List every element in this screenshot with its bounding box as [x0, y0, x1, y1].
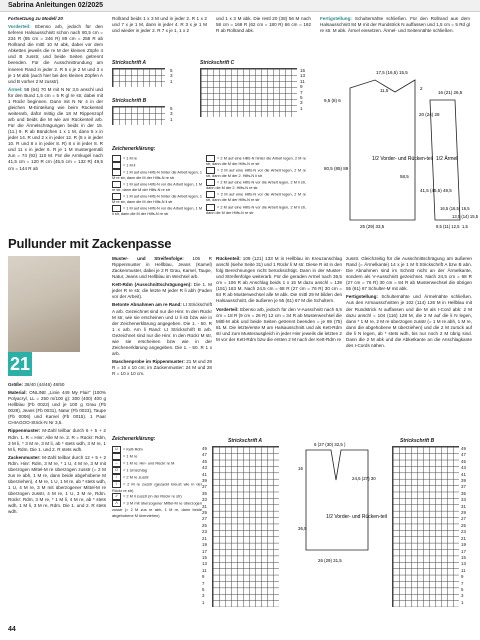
chart-row-number: 11 [202, 567, 207, 573]
chart-b2-grid [392, 446, 459, 607]
continuation-title: Fortsetzung zu Modell 20 [8, 16, 63, 21]
schema-half: 1/2 Vorder- und Rücken-teil [372, 156, 433, 162]
legend-bottom: U = Kett-Rdm = 1 M re – = 1 M re: Hin- und Rückr re M O = 1 Umschlag / = 2 M re zusstr \ = 2 M re zusstr (gezackt kreuzt wie in der Rückr re str) // = 2 M li zusstr (in der Rückr re str) Λ = 3 M mit überzogener Mittel-M re überzogen zusstr (= 2 M zus re abh, 1 M re, dann beide abgehobene M überziehen) [112, 446, 202, 518]
chart-row-number: 39 [461, 478, 466, 484]
chart-b-rows: 5 3 1 [170, 106, 173, 122]
schema-total-h: 80,5 (85) 89 [324, 166, 349, 171]
chart-row-number: 9 [202, 574, 205, 580]
chart-row-number: 45 [461, 458, 466, 464]
chart-a-grid [112, 68, 165, 87]
chart-c-rows: 15 13 11 9 7 5 3 1 [300, 68, 306, 111]
chart-row-number: 11 [461, 567, 466, 573]
chart-b2-rows [461, 446, 466, 606]
chart-row-number: 27 [461, 516, 466, 522]
chart-row-number: 25 [202, 522, 207, 528]
chart-row-number: 21 [461, 535, 466, 541]
legend-top-left: = 1 M re = 1 M li = 1 M auf eine Hilfs-N hinter die Arbeit legen, 1 M re str, dann die M der Hilfs-N re str = 1 M auf eine Hilfs-N vor die Arbeit legen, 1 M re str, dann die M der Hilfs-N re str = 1 M auf eine Hilfs-N hinter die Arbeit legen, 1 M re str, dann die M der Hilfs-N li str = 1 M auf eine Hilfs-N vor die Arbeit legen, 1 M li str, dann die M der Hilfs-N re str [112, 156, 202, 217]
schema-sleeve-len: 41,5 (45,5) 49,5 [420, 188, 452, 193]
chart-row-number: 35 [461, 490, 466, 496]
chart-row-number: 7 [461, 580, 464, 586]
schema2-side-top: 16 [298, 466, 303, 471]
chart-row-number: 13 [202, 561, 207, 567]
chart-row-number: 47 [461, 452, 466, 458]
body-outline-2 [306, 450, 368, 550]
schema2-half: 1/2 Vorder- und Rücken-teil [326, 514, 387, 520]
chart-row-number: 1 [202, 599, 205, 605]
chart-b-title: Strickschrift B [112, 98, 147, 104]
chart-row-number: 37 [461, 484, 466, 490]
chart-row-number: 47 [202, 452, 207, 458]
model-photo [8, 256, 80, 352]
chart-c-title: Strickschrift C [200, 60, 235, 66]
schema-sleeve-bottom: 9,5 (11) 12,5 [436, 224, 460, 229]
chart-row-number: 33 [461, 497, 466, 503]
chart-row-number: 29 [461, 510, 466, 516]
chart-row-number: 43 [202, 465, 207, 471]
schema-sleeve-cuff: 13,5 (14) 15,5 [452, 214, 479, 219]
schema-bottom-w: 25 (29) 33,5 [360, 224, 385, 229]
chart-row-number: 31 [461, 503, 466, 509]
chart-row-number: 39 [202, 478, 207, 484]
chart-row-number: 49 [202, 446, 207, 451]
legend-top-title: Zeichenerklärung: [112, 146, 156, 152]
schema2-neck: 24,5 (27) 30 [352, 476, 376, 481]
chart-a2-rows [202, 446, 207, 606]
chart-b-grid [112, 106, 165, 125]
chart-row-number: 35 [202, 490, 207, 496]
top-schematic [320, 60, 479, 230]
chart-row-number: 19 [202, 542, 207, 548]
chart-row-number: 5 [461, 586, 464, 592]
chart-row-number: 29 [202, 510, 207, 516]
chart-row-number: 27 [202, 516, 207, 522]
schema-top-h: 2 [420, 86, 423, 91]
col-top-2: Rollrand beids 1 x 3 M und in jeder 2. R 1 x 2 und 7 x je 1 M, dann in jeder 4. R 3 x je 1 M und wieder in jeder 2. R 7 x je 1, 1 x 2 [112, 16, 207, 34]
model-number-badge: 21 [9, 354, 31, 374]
chart-row-number: 37 [202, 484, 207, 490]
chart-row-number: 9 [461, 574, 464, 580]
schema-armhole: 20 (24) 28 [419, 112, 440, 117]
chart-row-number: 1 [461, 599, 464, 605]
legend-bottom-title: Zeichenerklärung: [112, 436, 156, 442]
chart-row-number: 17 [461, 548, 466, 554]
chart-row-number: 33 [202, 497, 207, 503]
chart-row-number: 43 [461, 465, 466, 471]
col-bottom-3: Rückenteil: 109 (121) 133 M in Hellblau im Kreuzanschlag anschl (siehe Seite 31) und 1 Rückr li M str. Diese R ist in den folg Berechnungen nicht berücksichtigt. Dann in der Muster- und Streifenfolge weiterarb. Für die geraden Armel nach 36,5 cm = 106 R ab Anschlag beids 1 x 15 M dazu anschl = 139 (151) 163 M. Nach 24,5 cm = 68 R (27 cm = 76 R) 30 cm = 84 R ab Musterwechsel alle M abk. Die mittl 29 M bilden den Halsausschnitt, die äußeren je 55 (61) 67 M die Schultern. Vorderteil: Ebenso arb, jedoch für den V-Ausschnitt nach 6,5 cm = 18 R (9 cm = 26 R) 12 cm = 34 R ab Musterwechsel die Mittl-M abk und beide Seiten getrennt beenden = je 69 (75) 81 M. Die letzte/erste M am Halsausschnitt und als Kett-Rdm str und zum Musterausgleich in jeder Hinr jeweils die letzten 2 M vor der Kett-Rdm bzw die ersten 2 M nach der Kett-Rdm re [216, 256, 342, 342]
chart-a-title: Strickschrift A [112, 60, 146, 66]
section-title: Pullunder mit Zackenpasse [8, 236, 172, 251]
chart-row-number: 23 [461, 529, 466, 535]
chart-row-number: 45 [202, 458, 207, 464]
chart-b2-title: Strickschrift B [400, 438, 435, 444]
col-bottom-2: Muster- und Streifenfolge: 106 R Rippenmuster in Hellblau, Jeans (Kamel) Zackenmuster, dabei je 2 R Grau, Kamel, Taupe, Natur, Jeans und Hellblau im Wechsel arb. Kett-Rdm (Ausschnittschrägungen): Die 1. M jeder R re str, die letzte M jeder R li abh (Faden vor der Arbeit). Betonte Abnahmen am re Rand: Lt Strickschrift A arb. Gezeichnet sind nur die Hinr. In den Rückr M str, wie sie erscheinen und U li str bzw wie in der Zeichenerklärung angegeben. Die 1. - 50. R 1 x arb. Am li Rand: Lt Strickschrift B arb. Gezeichnet sind nur die Hinr. In den Rückr M str, wie sie erscheinen bzw wie in der Zeichenerklärung angegeben. Die 1. - 50. R 1 x arb. Maschenprobe im Rippenmuster: 21 M und 29 R = 10 x 10 cm; im Zackenmuster: 24 M und 28 R = 10 x 10 cm. [112, 256, 212, 377]
col-bottom-1: Größe: 38/40 (44/46) 48/50 Material: ONLINE „Linie 449 My Flair“ (100% Polyacryl, LL = 250 m/100 g): 300 (400) 400 g Hellblau (Fb 0022) und je 100 g Grau (Fb 0028), Jeans (Fb 0031), Natur (Fb 0023), Taupe (Fb 0006) und Kamel (Fb 0015). 1 Paar CHIAGOO-Strick-N Nr 3,5. Rippenmuster: M-Zahl teilbar durch 6 + 5 + 2 Rdm. 1. R = Hinr: Alle M re. 2. R = Rückr: Rdm, 3 M li, * 3 M re, 3 M li, ab * stets wdh, 3 M re, 1 M li, Rdm. Die 1. und 2. R stets wdh. Zackenmuster: M-Zahl teilbar durch 12 + 5 + 2 Rdm. Hinr: Rdm, 3 M re, * 1 U, 4 M re, 3 M mit überzogen Mittel-M re überzogen zusstr (= 2 M zus re abh, 1 M re, dann beide abgehobene M überziehen), 4 M re, 1 U, 1 M re, ab * stets wdh, 1 U, 4 M re, 3 M mit überzogener Mittel-M re überzogen zusstr, 4 M re, 1 U, 3 M re, Rdm. Rückr: Rdm, 3 M re, * 1 M li, 4 M re, ab * stets wdh, 1 M li, 3 M re, Rdm. Die 1. und 2. R stets wdh. [8, 382, 106, 515]
chart-row-number: 17 [202, 548, 207, 554]
schema-neck: 11,5 [380, 88, 389, 93]
body-outline [350, 80, 415, 220]
schema-sleeve-label: 1/2 Ärmel [436, 156, 458, 162]
bottom-schematic [296, 440, 387, 570]
chart-row-number: 25 [461, 522, 466, 528]
chart-a-rows: 5 3 1 [170, 68, 173, 84]
chart-row-number: 31 [202, 503, 207, 509]
chart-row-number: 15 [461, 554, 466, 560]
chart-c-grid [200, 68, 297, 117]
chart-row-number: 15 [202, 554, 207, 560]
schema-side-h: 58,5 [400, 174, 409, 179]
chart-row-number: 13 [461, 561, 466, 567]
chart-row-number: 5 [202, 586, 205, 592]
col-top-1: Fortsetzung zu Modell 20 Vorderteil: Ebenso arb, jedoch für den tieferen Halsausschnitt schon nach 80,5 cm = 234 R (85 cm = 246 R) 89 cm = 258 R ab Rollrand die mittl 10 M abk, dabei vor dem Abketten jeweils die re M der kleinen Zöpfe 4 und B zusstr, und beide Seiten getrennt beenden. Für die Ausschnittrundung am inneren Rand in jeder 2. R 5 x je 2 M und 3 x je 1 M abk (auch hier bei den kleinen Zöpfen A und B vorher 2 M zusstr). Ärmel: 58 (64) 70 M mit N Nr 3,5 anschl und für den Bund 1,5 cm = 5 R gl re str, dabei mit 1 Rückr beginnen. Dann mit N Nr 4 in der gleichen M-Einteilung wie beim Rückenteil weiterarb, dafür mittig die 18 M Rippenzopf arb und beids die M wie am Rückenteil arb. Für die Ärmelschrägungen beids in der 15. (11.) 9. R ab Bündchen 1 x 1 M, dann 5 x in jeder 14. R und 2 x in jeder 12. R (5 x in jeder 10. R und 8 x in jeder 8. R) 8 x in jeder 8. R und 11 x in jeder 6. R je 1 M mustergemäß zun = 74 (92) 110 M. Für die Armkugel nach 41,5 cm = 120 R cm (45,5 cm = 132 R) 49,5 cm = 144 R ab [8, 16, 103, 171]
chart-row-number: 41 [202, 471, 207, 477]
page-header: Sabrina Anleitungen 02/2025 [0, 0, 480, 12]
legend-top-right: = 2 M auf eine Hilfs-N hinter die Arbeit legen, 2 M re str, dann die M der Hilfs-N re str = 2 M auf eine Hilfs-N vor die Arbeit legen, 2 M re str, dann die M der 2. Hilfs-N li str = 2 M auf eine Hilfs-N vor die Arbeit legen, 2 M li str, dann die M der 2. Hilfs-N re str = 2 M auf eine Hilfs-N vor die Arbeit legen, 2 M re str, dann die M der Hilfs-N re str = 2 M auf eine Hilfs-N vor die Arbeit legen, 2 M li str, dann die M der Hilfs-N re str [206, 156, 306, 215]
schema2-top: 6 (27 (30) 32,5 ) [314, 442, 346, 447]
chart-row-number: 49 [461, 446, 466, 451]
chart-row-number: 41 [461, 471, 466, 477]
chart-row-number: 7 [202, 580, 205, 586]
chart-row-number: 19 [461, 542, 466, 548]
schema-sleeve-h: 1,5 [462, 224, 468, 229]
chart-a2-grid [212, 446, 279, 607]
chart-row-number: 3 [461, 593, 464, 599]
chart-row-number: 21 [202, 535, 207, 541]
col-bottom-4: zusstr. Gleichzeitig für die Ausschnittschrägung am äußeren Rand (= Ärmelkante) 14 x je 1 M lt Strickschrift A bzw B abn. Die Abnahmen sind im Schnitt nicht an der Ärmelkante, sondern als V-Ausschnitt gezeichnet. Nach 24,5 cm = 68 R (27 cm = 76 R) 30 cm = 84 R ab Musterwechsel die übrigen 55 (61) 67 Schulter-M mit abk. Fertigstellung: Schulternähte und Ärmelnähte schließen. Aus den Armausschnitten je 102 (114) 126 M in Hellblau mit der Rundstrick N auffassen und die M als I-Cord abk: 2 M dazu anschl = 104 (116) 128 M, die 2 M auf die li N legen, dann * 1 M re, 2 M re überzogen zusstr (= 1 M re abh, 1 M re, dann die abgehobene M überziehen) und die 2 M zurück auf die li N legen, ab * stets wdh, bis nur noch 2 M übrig sind. Dann die 2 M abk und die Abketkante an die Anschlagkante des I-Cords nähen. [346, 256, 472, 348]
schema-depth: 9,5 (8) 6 [324, 98, 341, 103]
col-top-4: Fertigstellung: Schulternähte schließen. Für den Rollrand aus dem Halsausschnitt 84 M mit der Rundstrick N auffassen und 1,5 cm = 5 Rd gl re str. M abk. Ärmel einsetzen. Ärmel- und Seitennähte schließen. [320, 16, 470, 34]
col-top-3: und 1 x 3 M abk. Die restl 20 (38) 56 M nach 58 cm = 168 R (62 cm = 180 R) 66 cm = 192 R ab Rollrand abk. [216, 16, 311, 34]
chart-row-number: 3 [202, 593, 205, 599]
schema2-bottom: 26 (29) 31,5 [318, 558, 342, 563]
schema-sleeve-top: 16 (21) 26,5 [438, 90, 463, 95]
schema-sleeve-cap: 16,5 (16,5) 16,5 [440, 206, 470, 211]
chart-row-number: 23 [202, 529, 207, 535]
schema2-side-h: 36,5 [298, 526, 307, 531]
page-number: 44 [8, 626, 16, 633]
chart-a2-title: Strickschrift A [228, 438, 262, 444]
schema-top-width: 17,5 (16,5) 15,5 [376, 70, 408, 75]
